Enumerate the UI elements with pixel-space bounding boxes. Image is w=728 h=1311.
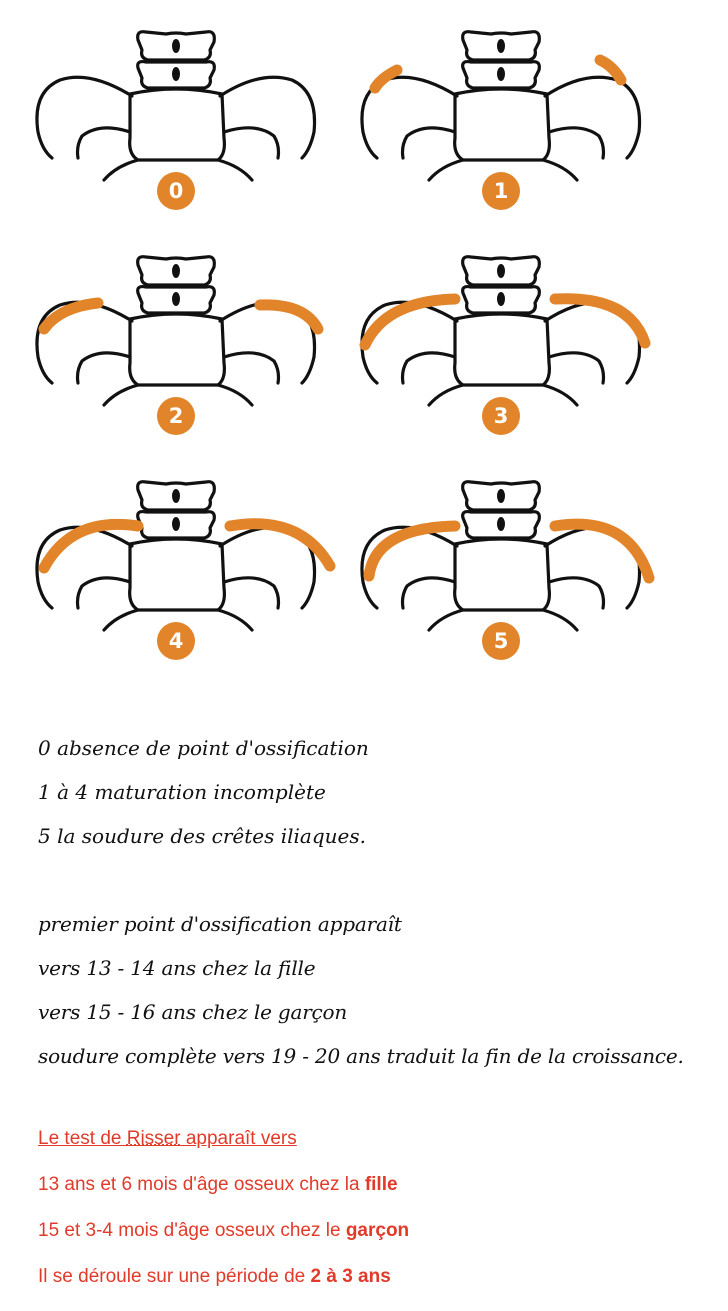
ossification-first-point: premier point d'ossification apparaît (38, 912, 402, 936)
pelvis-drawing (345, 245, 685, 465)
vertebra-mark (497, 264, 505, 278)
risser-duration (38, 1265, 409, 1311)
iliac-crest-ossification (44, 303, 98, 329)
legend-line-1-4: 1 à 4 maturation incomplète (38, 780, 326, 804)
risser-heading-part3: apparaît vers (180, 1128, 297, 1149)
vertebra-mark (172, 39, 180, 53)
risser-word: Risser (126, 1128, 181, 1149)
ossification-notes (38, 911, 684, 1087)
iliac-crest-ossification (369, 526, 455, 576)
ossification-girl: vers 13 - 14 ans chez la fille (38, 956, 316, 980)
iliac-crest-ossification (365, 299, 455, 345)
risser-duration-bold: 2 à 3 ans (310, 1266, 391, 1287)
vertebra-mark (172, 489, 180, 503)
risser-heading (38, 1127, 409, 1173)
stage-5 (345, 470, 685, 690)
stage-number-badge: 0 (157, 172, 195, 210)
risser-boy-text: 15 et 3-4 mois d'âge osseux chez le (38, 1220, 346, 1241)
stage-number-badge: 1 (482, 172, 520, 210)
risser-girl-text: 13 ans et 6 mois d'âge osseux chez la (38, 1174, 365, 1195)
vertebra-mark (172, 292, 180, 306)
risser-girl-bold: fille (364, 1174, 398, 1195)
risser-boy-bold: garçon (345, 1220, 410, 1241)
risser-test-notes (38, 1127, 409, 1311)
risser-boy (38, 1219, 409, 1265)
stage-number-badge: 3 (482, 397, 520, 435)
pelvis-drawing (20, 470, 360, 690)
iliac-crest-ossification (555, 299, 645, 343)
vertebra-mark (497, 517, 505, 531)
ossification-boy: vers 15 - 16 ans chez le garçon (38, 1000, 348, 1024)
stage-number-badge: 2 (157, 397, 195, 435)
vertebra-mark (497, 292, 505, 306)
vertebra-mark (497, 489, 505, 503)
iliac-crest-ossification (260, 305, 318, 329)
vertebra-mark (172, 264, 180, 278)
stage-4 (20, 470, 360, 690)
stage-legend (38, 735, 369, 867)
vertebra-mark (497, 39, 505, 53)
risser-duration-text: Il se déroule sur une période de (38, 1266, 311, 1287)
stage-0 (20, 20, 360, 240)
pelvis-drawing (345, 470, 685, 690)
ossification-fusion: soudure complète vers 19 - 20 ans traduit la fin de la croissance. (38, 1044, 684, 1068)
stage-1 (345, 20, 685, 240)
stage-number-badge: 5 (482, 622, 520, 660)
legend-line-0: 0 absence de point d'ossification (38, 736, 369, 760)
vertebra-mark (172, 517, 180, 531)
stage-number-badge: 4 (157, 622, 195, 660)
stage-2 (20, 245, 360, 465)
pelvis-drawing (20, 20, 360, 240)
pelvis-drawing (345, 20, 685, 240)
vertebra-mark (172, 67, 180, 81)
vertebra-mark (497, 67, 505, 81)
risser-heading-part1: Le test de (38, 1128, 127, 1149)
risser-girl (38, 1173, 409, 1219)
pelvis-drawing (20, 245, 360, 465)
legend-line-5: 5 la soudure des crêtes iliaques. (38, 824, 366, 848)
stage-3 (345, 245, 685, 465)
